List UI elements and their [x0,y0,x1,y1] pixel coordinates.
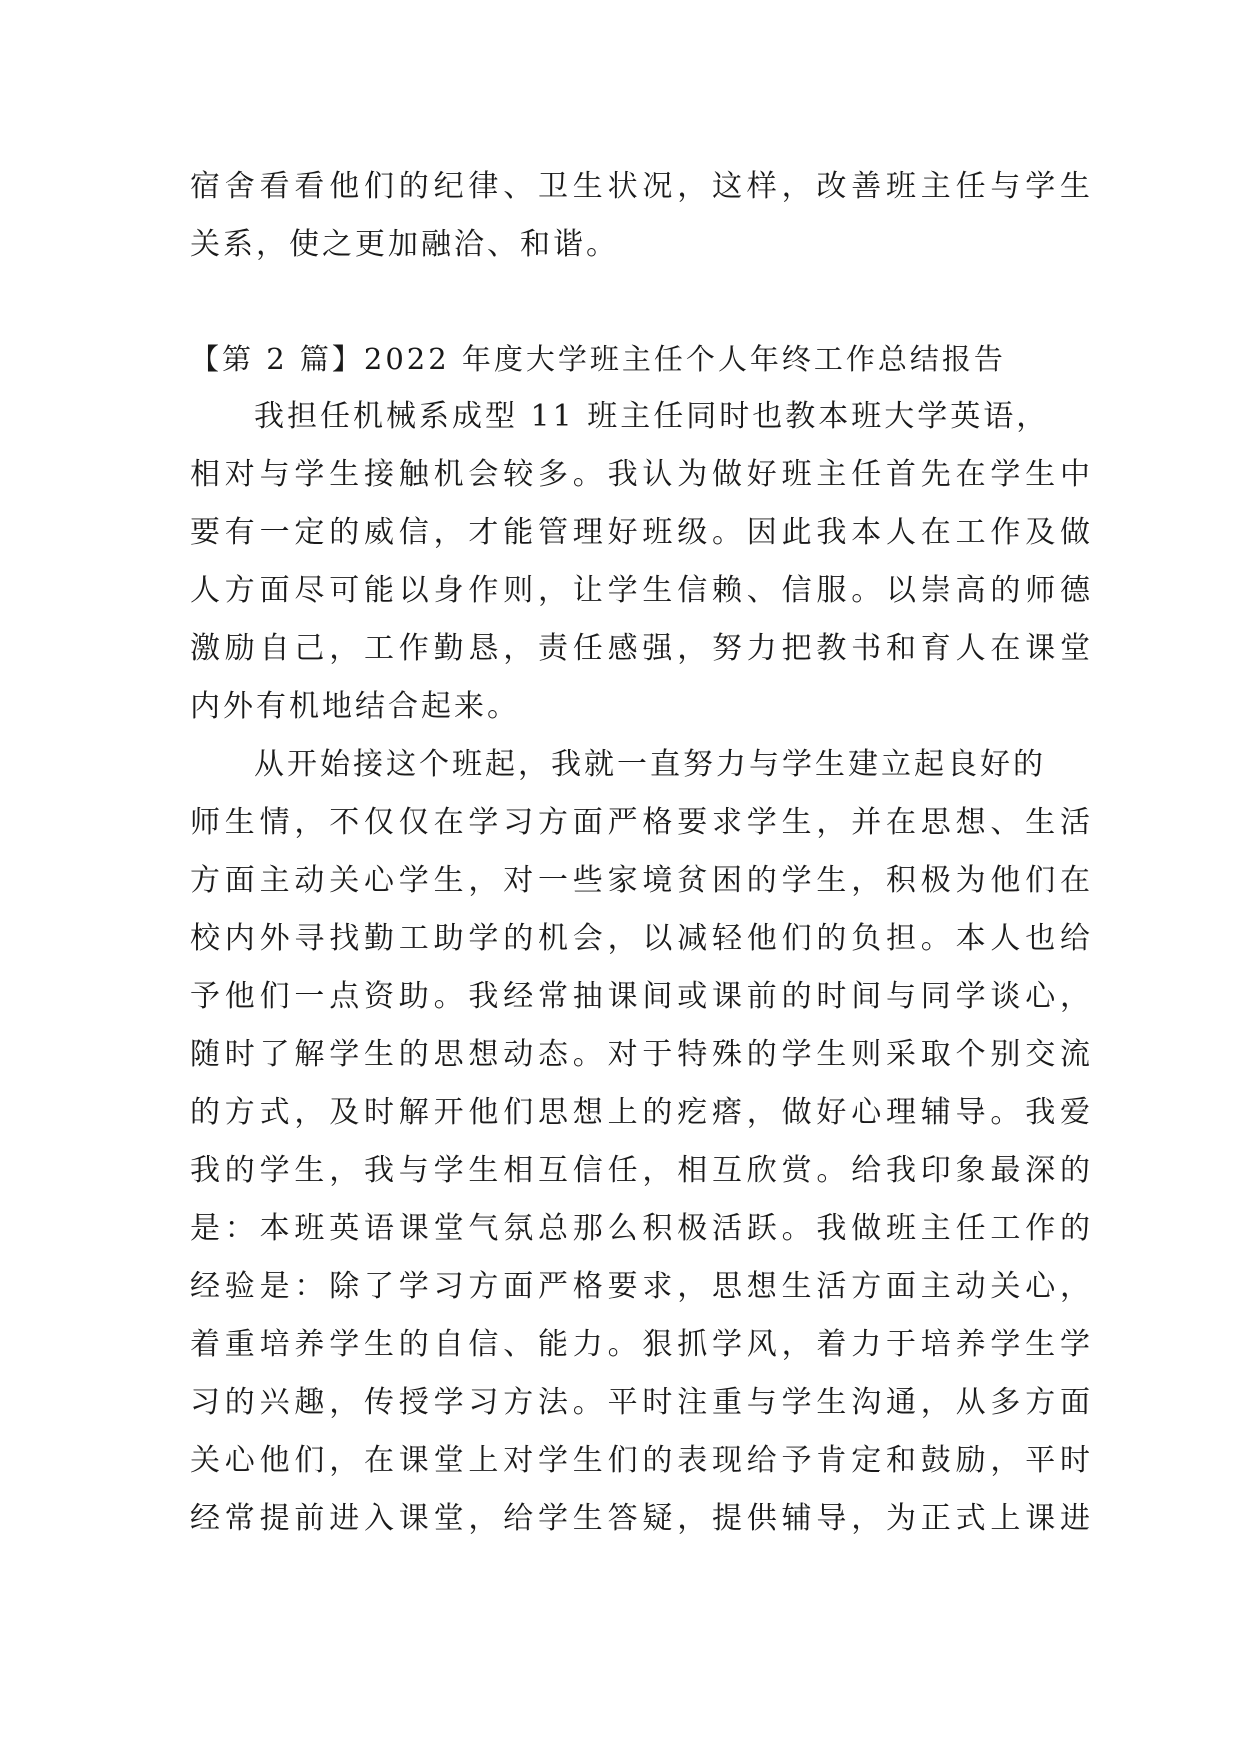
paragraph-line: 关心他们，在课堂上对学生们的表现给予肯定和鼓励，平时 [190,1443,1090,1478]
paragraph-line: 方面主动关心学生，对一些家境贫困的学生，积极为他们在 [190,863,1090,898]
paragraph-2 [190,736,1090,1548]
article-heading [190,330,1090,388]
paragraph-line: 我担任机械系成型 11 班主任同时也教本班大学英语， [254,399,1050,434]
paragraph-line: 人方面尽可能以身作则，让学生信赖、信服。以崇高的师德 [190,573,1090,608]
paragraph-line: 是：本班英语课堂气氛总那么积极活跃。我做班主任工作的 [190,1211,1090,1246]
paragraph-line: 从开始接这个班起，我就一直努力与学生建立起良好的 [254,747,1046,782]
paragraph-line: 宿舍看看他们的纪律、卫生状况，这样，改善班主任与学生 [190,169,1090,204]
paragraph-line: 关系，使之更加融洽、和谐。 [190,227,619,262]
paragraph-line: 经常提前进入课堂，给学生答疑，提供辅导，为正式上课进 [190,1501,1090,1536]
paragraph-line: 激励自己，工作勤恳，责任感强，努力把教书和育人在课堂 [190,631,1090,666]
paragraph-line: 着重培养学生的自信、能力。狠抓学风，着力于培养学生学 [190,1327,1090,1362]
paragraph-line: 我的学生，我与学生相互信任，相互欣赏。给我印象最深的 [190,1153,1090,1188]
paragraph-line: 相对与学生接触机会较多。我认为做好班主任首先在学生中 [190,457,1090,492]
heading-text: 【第 2 篇】2022 年度大学班主任个人年终工作总结报告 [190,342,1006,376]
paragraph-line: 校内外寻找勤工助学的机会，以减轻他们的负担。本人也给 [190,921,1090,956]
paragraph-line: 习的兴趣，传授学习方法。平时注重与学生沟通，从多方面 [190,1385,1090,1420]
paragraph-line: 内外有机地结合起来。 [190,689,520,724]
paragraph-line: 要有一定的威信，才能管理好班级。因此我本人在工作及做 [190,515,1090,550]
previous-paragraph [190,158,1090,274]
paragraph-line: 师生情，不仅仅在学习方面严格要求学生，并在思想、生活 [190,805,1090,840]
paragraph-1 [190,388,1090,736]
paragraph-line: 经验是：除了学习方面严格要求，思想生活方面主动关心， [190,1269,1090,1304]
paragraph-line: 的方式，及时解开他们思想上的疙瘩，做好心理辅导。我爱 [190,1095,1090,1130]
paragraph-line: 随时了解学生的思想动态。对于特殊的学生则采取个别交流 [190,1037,1090,1072]
paragraph-line: 予他们一点资助。我经常抽课间或课前的时间与同学谈心， [190,979,1090,1014]
